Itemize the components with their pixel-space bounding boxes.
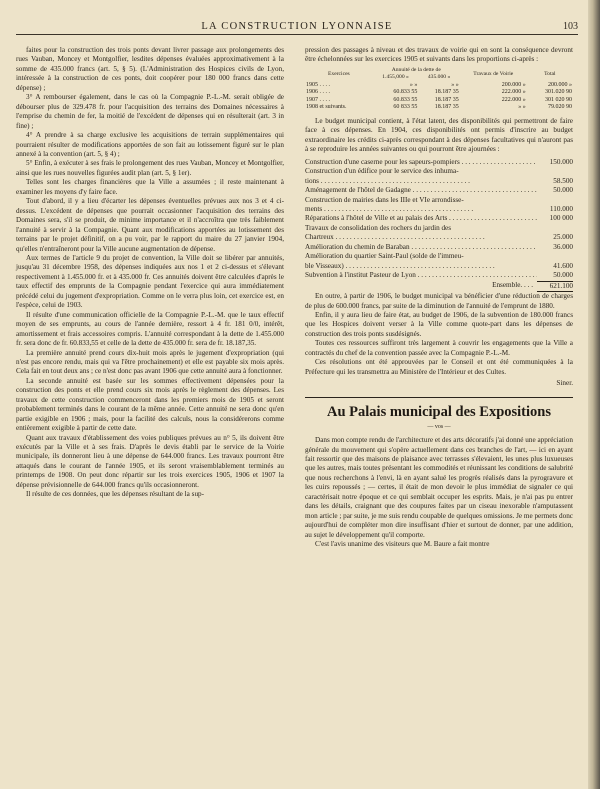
allocation-item	[305, 186, 573, 195]
allocation-label: ble Visseaux) . . .	[305, 262, 537, 271]
table-cell: 222.000 »	[501, 96, 526, 103]
allocation-amount: 41.600	[553, 261, 573, 270]
paragraph: Tout d'abord, il y a lieu d'écarter les dépenses éventuelles prévues aux nos 3 et 4 ci-dessus. L'excédent de dépenses que pourrait occasionner l'acquisition des terrains des Domaines sera, s'il se produit, de minime importance et il n'accroîtra que très faiblement l'annuité à servir à la Compagnie. Quant aux modifications apportées au lotissement des terrains par le projet définitif, on a pu voir, par le rapport du maire du 27 janvier 1904, qu'elles n'entraîneront pour la Ville aucune augmentation de dépense.	[16, 197, 284, 253]
table-intro-paragraph: pression des passages à niveau et des travaux de voirie qui en sont la conséquence devront être échelonnées sur les exercices 1905 et suivants dans les proportions ci-après :	[305, 46, 573, 64]
allocation-item	[305, 224, 573, 233]
table-cell: 18.187 35	[434, 89, 459, 96]
allocation-item	[305, 177, 573, 186]
table-row	[305, 97, 573, 105]
paragraph: Il résulte de ces données, que les dépenses résultant de la sup-	[26, 490, 205, 499]
table-cell: 79.020 90	[548, 104, 572, 111]
table-cell: 18.187 35	[434, 96, 459, 103]
article-paragraph: Dans mon compte rendu de l'architecture et des arts décoratifs j'ai donné une appréciation générale du mouvement qui s'opère actuellement dans ces branches de l'art, — ici en ayant fait ressortir que des maisons de plaisance avec terrasses s'élevaient, les unes plus luxueuses que les autres, mais toutes présentant les commodités et réunissant les conditions de salubrité que nous recherchons à l'envi, là en ayant salué les progrès réalisés dans la pyrogravure et les cuirs repoussés ; — certes, il était de mon devoir le plus immédiat de signaler ce qui caractérisait notre époque et ce qui semblait occuper les esprits. Mais, je n'ai pas pu entrer dans les détails, craignant que des coupures faites par un ciseau inexorable n'amputassent mon article ; par suite, je me suis rendu coupable de quelques omissions. Je me permets donc aujourd'hui de compléter mon dire insuffisant d'hier et surtout de donner, par une addition, au sujet le développement qu'il comporte.	[305, 436, 573, 539]
article-title: Au Palais municipal des Expositions	[327, 403, 551, 420]
allocation-label: Construction d'un édifice pour le service des inhuma-	[305, 167, 459, 176]
paragraph: 5° Enfin, à exécuter à ses frais le prolongement des rues Vauban, Moncey et Montgolfier, ainsi que les rues nouvelles figurées audit plan (art. 5, § 1er).	[16, 159, 284, 177]
allocation-label: Amélioration du chemin de Baraban . . .	[305, 243, 537, 252]
allocation-item	[305, 158, 573, 167]
table-row	[305, 89, 573, 97]
allocation-item	[305, 271, 573, 280]
allocation-list	[305, 158, 573, 292]
table-header-exercices: Exercices	[328, 70, 350, 77]
paragraph: La première annuité prend cours dix-huit mois après le jugement d'expropriation (qui n'est pas encore rendu, mais qui va l'être prochainement) et elle est payable six mois après. Cela fait en tout deux ans ; ce n'est donc pas avant 1906 que cette annuité aura à fonctionner.	[16, 348, 284, 376]
table-row	[305, 104, 573, 112]
paragraph: Il résulte d'une communication officielle de la Compagnie P.-L.-M. que le taux effectif moyen de ses emprunts, au cours de l'année dernière, ressort à 4 fr. 181 0/0, intérêt, amortissement et frais accessoires compris. L'annuité correspondant à la dette de 1.455.000 fr. sera donc de fr. 60.833,55 et celle de la dette de 435.000 fr. sera de fr. 18.187,35.	[16, 310, 284, 348]
page-number: 103	[563, 21, 578, 32]
total-label: Ensemble. . . .	[492, 280, 533, 289]
allocation-label: Réparations à l'hôtel de Ville et au palais des Arts . . .	[305, 214, 537, 223]
paragraph: faites pour la construction des trois ponts devant livrer passage aux prolongements des rues Vauban, Moncey et Montgolfier, lesdites dépenses évaluées approximativement à la somme de 435.000 francs (art. 5, § 5). (L'Administration des Hospices civils de Lyon, intéressée à la construction de ces ponts, doit coopérer pour 180 000 francs dans cette dépense) ;	[16, 46, 284, 92]
allocation-label: Aménagement de l'hôtel de Gadagne . . .	[305, 186, 537, 195]
paragraph: Telles sont les charges financières que la Ville a assumées ; il reste maintenant à examiner les moyens d'y faire face.	[16, 178, 284, 196]
table-cell: » »	[409, 81, 418, 88]
allocation-amount	[537, 224, 573, 233]
allocation-label: Subvention à l'institut Pasteur de Lyon . . .	[305, 271, 537, 280]
signature: Siner.	[556, 379, 573, 388]
paragraph: Ces résolutions ont été approuvées par le Conseil et ont été communiquées à la Préfecture qui les transmettra au Ministère de l'Intérieur et des Cultes.	[305, 358, 573, 376]
table-cell: 1908 et suivants.	[306, 104, 347, 111]
table-cell: 1905 . . . .	[306, 81, 330, 88]
paragraph: Quant aux travaux d'établissement des voies publiques prévues au n° 5, ils doivent être exécutés par la Ville et à ses frais. D'après le devis établi par le service de la Voirie municipale, ils donneront lieu à une dépense de 644.000 francs. Les travaux pourront être attaqués dans le courant de l'année 1905, et ils seront vraisemblablement terminés au printemps de 1908. On peut donc répartir sur les trois exercices 1905, 1906 et 1907 la dépense prévisionnelle de 644.000 francs qu'ils occasionneront.	[16, 433, 284, 489]
finance-table	[305, 67, 573, 112]
allocation-amount	[537, 167, 573, 176]
table-cell: 60.833 55	[393, 96, 418, 103]
paragraph: 3° A rembourser également, dans le cas où la Compagnie P.-L.-M. serait obligée de débourser plus de 329.478 fr. pour l'acquisition des terrains des Domaines nécessaires à l'emprise du chemin de fer, la moitié de l'excédent de dépenses qui en résulterait (art. 3 in fine) ;	[16, 93, 284, 130]
table-cell: 60 833 55	[393, 104, 418, 111]
table-header-travaux: Travaux de Voirie	[473, 70, 514, 77]
allocation-item	[305, 196, 573, 205]
table-header-total: Total	[544, 70, 556, 77]
table-row	[305, 82, 573, 90]
allocation-item	[305, 262, 573, 271]
allocation-item	[305, 205, 573, 214]
table-cell: 60.833 55	[393, 89, 418, 96]
allocation-item	[305, 214, 573, 223]
allocation-label: Travaux de consolidation des rochers du jardin des	[305, 223, 452, 232]
allocation-label: Amélioration du quartier Saint-Paul (solde de l'immeu-	[305, 252, 464, 261]
page-header	[16, 20, 578, 35]
paragraph: Aux termes de l'article 9 du projet de convention, la Ville doit se libérer par annuités, jusqu'au 31 décembre 1958, des dépenses indiquées aux nos 1 et 2 ci-dessus et s'élevant respectivement à 1.455.000 fr. et à 435.000 fr. Ces annuités doivent être calculées d'après le taux effectif des emprunts de la Compagnie pendant l'exercice qui aura immédiatement précédé celui du jugement d'expropriation. Comme on le verra plus loin, cet exercice est, en l'espèce, celui de 1903.	[16, 253, 284, 310]
allocation-amount: 36.000	[553, 242, 573, 251]
table-header-col-a: 1.455,000 »	[382, 74, 409, 81]
allocation-label: tions . . .	[305, 177, 537, 186]
table-cell: 1907 . . . .	[306, 96, 330, 103]
table-cell: 18.187 35	[434, 104, 459, 111]
paragraph: Enfin, il y aura lieu de faire état, au budget de 1906, de la subvention de 180.000 francs que les Hospices doivent verser à la Ville comme quote-part dans les dépenses de construction des trois ponts susdésignés.	[305, 310, 573, 338]
section-divider	[305, 397, 573, 398]
allocation-amount: 50.000	[553, 271, 573, 280]
allocation-item	[305, 233, 573, 242]
allocation-total	[305, 281, 573, 292]
table-header-col-b: 435.000 »	[427, 74, 451, 81]
table-cell: 200.000 »	[501, 81, 526, 88]
table-cell: 301.020 90	[545, 89, 572, 96]
table-cell: 200.000 »	[548, 81, 572, 88]
allocation-item	[305, 252, 573, 261]
allocation-label: Chartreux . . .	[305, 233, 537, 242]
journal-title: LA CONSTRUCTION LYONNAISE	[201, 21, 393, 32]
allocation-amount: 150.000	[549, 157, 573, 166]
allocation-amount	[537, 252, 573, 261]
allocation-amount: 58.500	[553, 176, 573, 185]
title-vignette: — vos —	[427, 423, 451, 430]
allocation-amount	[537, 196, 573, 205]
allocation-label: ments . . .	[305, 205, 537, 214]
paragraph: En outre, à partir de 1906, le budget municipal va bénéficier d'une réduction de charges de plus de 600.000 francs, par suite de la diminution de l'annuité de l'emprunt de 1880.	[305, 292, 573, 310]
table-cell: » »	[451, 81, 459, 88]
table-cell: 222.000 »	[501, 89, 526, 96]
table-header-annuite: Annuité de la dette de	[391, 66, 441, 73]
allocation-amount: 100 000	[549, 214, 573, 223]
paragraph: La seconde annuité est basée sur les sommes effectivement dépensées pour la construction des ponts et elle prend cours six mois après le règlement des dépenses. Les travaux de cette construction commenceront dans les premiers mois de 1905 et seront probablement terminés dans le courant de la même année. Cette annuité ne sera donc qu'en partie exigible en 1906 ; mais, pour la facilité des calculs, nous la considérerons comme entièrement exigible à partir de cette date.	[16, 376, 284, 433]
allocation-item	[305, 167, 573, 176]
table-cell: » »	[518, 104, 526, 111]
allocation-item	[305, 243, 573, 252]
allocation-label: Construction de mairies dans les IIIe et VIe arrondisse-	[305, 195, 464, 204]
right-column	[305, 46, 573, 549]
total-amount: 621.100	[537, 281, 573, 292]
article-paragraph: C'est l'avis unanime des visiteurs que M. Baure a fait montre	[315, 540, 490, 549]
table-cell: 301 020 90	[545, 96, 572, 103]
page-edge	[588, 0, 600, 789]
allocation-amount: 110.000	[549, 204, 573, 213]
table-cell: 1906 . . . .	[306, 89, 330, 96]
allocation-amount: 25.000	[553, 233, 573, 242]
allocation-label: Construction d'une caserne pour les sapeurs-pompiers . . .	[305, 158, 537, 167]
left-column	[16, 46, 284, 500]
allocation-amount: 50.000	[553, 186, 573, 195]
budget-paragraph: Le budget municipal contient, à l'état latent, des disponibilités qui permettront de faire face à ces dépenses. En 1904, ces disponibilités ont permis d'inscrire au budget extraordinaire les crédits ci-après correspondant à des dépenses facultatives qui n'auront pas à se reproduire les années suivantes ou qui pourront être ajournées :	[305, 116, 573, 154]
paragraph: Toutes ces ressources suffiront très largement à couvrir les engagements que la Ville a contractés du chef de la convention passée avec la Compagnie P.-L.-M.	[305, 339, 573, 357]
paragraph: 4° A prendre à sa charge exclusive les acquisitions de terrain supplémentaires qui pourraient résulter de modifications apportées de son fait au lotissement figuré sur le plan annexé à la convention (art. 5, § 4) ;	[16, 131, 284, 158]
